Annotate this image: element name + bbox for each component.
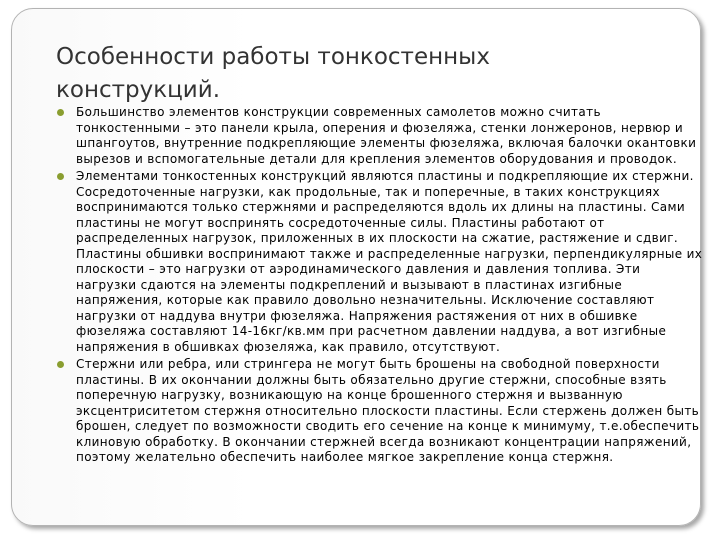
bullet-item	[56, 105, 704, 167]
slide-title: Особенности работы тонкостенных конструкций.	[56, 44, 490, 103]
bullet-dot-icon	[57, 109, 64, 116]
bullet-text: Стержни или ребра, или стрингера не могут быть брошены на свободной поверхности пластины. В их окончании должны быть обязательно другие стержни, способные взять поперечную нагрузку, возникающую на конце брошенного стержня и вызванную эксцентриситетом стержня относительно плоскости пластины. Если стержень должен быть брошен, следует по возможности сводить его сечение на конце к минимуму, т.е.обеспечить клиновую обработку. В окончании стержней всегда возникают концентрации напряжений, поэтому желательно обеспечить наиболее мягкое закрепление конца стержня.	[76, 357, 700, 464]
bullet-dot-icon	[57, 361, 64, 368]
bullet-dot-icon	[57, 173, 64, 180]
bullet-list	[56, 105, 704, 468]
slide-frame	[11, 8, 701, 526]
bullet-item	[56, 169, 704, 355]
bullet-text: Элементами тонкостенных конструкций являются пластины и подкрепляющие их стержни. Сосредоточенные нагрузки, как продольные, так и поперечные, в таких конструкциях воспринимаются только стержнями и распределяются вдоль их длины на пластины. Сами пластины не могут воспринять сосредоточенные силы. Пластины работают от распределенных нагрузок, приложенных в их плоскости на сжатие, растяжение и сдвиг. Пластины обшивки воспринимают также и распределенные нагрузки, перпендикулярные их плоскости – это нагрузки от аэродинамического давления и давления топлива. Эти нагрузки сдаются на элементы подкреплений и вызывают в пластинах изгибные напряжения, которые как правило довольно незначительны. Исключение составляют нагрузки от наддува внутри фюзеляжа. Напряжения растяжения от них в обшивке фюзеляжа составляют 14-16кг/кв.мм при расчетном давлении наддува, а вот изгибные напряжения в обшивках фюзеляжа, как правило, отсутствуют.	[76, 169, 703, 354]
bullet-text: Большинство элементов конструкции современных самолетов можно считать тонкостенными – это панели крыла, оперения и фюзеляжа, стенки лонжеронов, нервюр и шпангоутов, внутренние подкрепляющие элементы фюзеляжа, включая балочки окантовки вырезов и вспомогательные детали для крепления элементов оборудования и проводок.	[76, 105, 697, 166]
bullet-item	[56, 357, 704, 466]
